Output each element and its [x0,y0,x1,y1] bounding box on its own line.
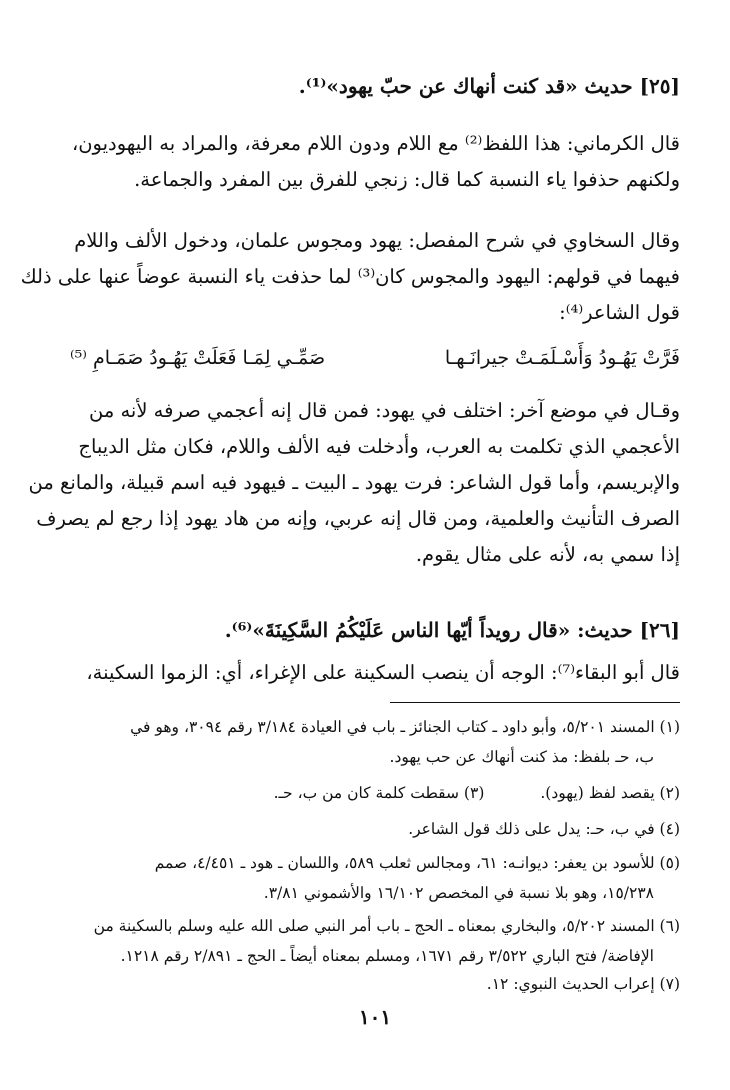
footnote-6 [70,911,680,941]
footnote-1 [70,712,680,742]
paragraph-line: الصرف التأنيث والعلمية، ومن قال إنه عربي، وإنه من هاد يهود إذا رجع لم يصرف [36,507,680,530]
verse-first-hemistich: فَرَّتْ يَهُـودُ وَأَسْـلَمَـتْ جيرانَـهـا [444,347,680,369]
paragraph-line: قال الكرماني: هذا اللفظ⁽²⁾ مع اللام ودون اللام معرفة، والمراد به اليهوديون، [71,132,680,155]
footnote-4-text: (٤) في ب، حـ: يدل على ذلك قول الشاعر. [408,820,680,838]
footnote-5-line-1: (٥) للأسود بن يعفر: ديوانـه: ٦١، ومجالس ثعلب ٥٨٩، واللسان ـ هود ـ ٤/٤٥١، صمم [154,854,680,872]
footnote-3: (٣) سقطت كلمة كان من ب، حـ. [273,784,485,802]
verse-second-hemistich: صَمِّـي لِمَـا فَعَلَتْ يَهُـودُ صَمَـامِ ⁽⁵⁾ [70,347,326,369]
footnote-5-continuation [70,878,680,908]
abu-albaqa-paragraph [70,655,680,691]
paragraph-line: الأعجمي الذي تكلمت به العرب، وأدخلت فيه الألف واللام، فكان مثل الديباج [78,435,680,458]
footnote-5 [70,848,680,878]
paragraph-line: قول الشاعر⁽⁴⁾: [559,301,680,324]
paragraph-line: والإبريسم، وأما قول الشاعر: فرت يهود ـ البيت ـ فيهود فيه اسم قبيلة، والمانع من [28,471,680,494]
footnote-6-continuation [70,941,680,971]
yahud-discussion-paragraph [28,393,680,573]
footnote-1-line-1: (١) المسند ٥/٢٠١، وأبو داود ـ كتاب الجنائز ـ باب في العيادة ٣/١٨٤ رقم ٣٠٩٤، وهو في [130,718,680,736]
book-page [20,0,680,1090]
footnote-4 [70,814,680,844]
paragraph-line: قال أبو البقاء⁽⁷⁾: الوجه أن ينصب السكينة على الإغراء، أي: الزموا السكينة، [86,661,680,684]
footnote-2-3-row [70,778,680,808]
hadith-25-heading-block [70,68,680,104]
footnote-2: (٢) يقصد لفظ (يهود). [540,784,680,802]
paragraph-line: إذا سمي به، لأنه على مثال يقوم. [415,543,680,566]
footnote-5-line-2: ١٥/٢٣٨، وهو بلا نسبة في المخصص ١٦/١٠٢ والأشموني ٣/٨١. [263,884,654,902]
page-number: ١٠١ [358,1005,392,1029]
paragraph-line: ولكنهم حذفوا ياء النسبة كما قال: زنجي للفرق بين المفرد والجماعة. [134,168,680,191]
hadith-26-heading-block [70,612,680,648]
sakhawi-paragraph [20,223,680,331]
kirmani-paragraph [70,126,680,198]
footnote-1-line-2: ب، حـ بلفظ: مذ كنت أنهاك عن حب يهود. [389,748,654,766]
footnote-7-text: (٧) إعراب الحديث النبوي: ١٢. [486,975,680,993]
footnote-6-line-1: (٦) المسند ٥/٢٠٢، والبخاري بمعناه ـ الحج ـ باب أمر النبي صلى الله عليه وسلم بالسكينة من [93,917,680,935]
footnote-7 [70,969,680,999]
poetry-verse [70,338,680,378]
paragraph-line: وقـال في موضع آخر: اختلف في يهود: فمن قال إنه أعجمي صرفه لأنه من [88,399,680,422]
paragraph-line: وقال السخاوي في شرح المفصل: يهود ومجوس علمان، ودخول الألف واللام [74,229,680,252]
paragraph-line: فيهما في قولهم: اليهود والمجوس كان⁽³⁾ لما حذفت ياء النسبة عوضاً عنها على ذلك [20,265,680,288]
footnote-separator [390,702,680,703]
hadith-25-heading: [٢٥] حديث «قد كنت أنهاك عن حبّ يهود»⁽¹⁾. [298,74,680,98]
hadith-26-heading: [٢٦] حديث: «قال رويداً أيّها الناس عَلَيْكُمُ السَّكِينَةَ»⁽⁶⁾. [224,618,680,642]
footnote-6-line-2: الإفاضة/ فتح الباري ٣/٥٢٢ رقم ١٦٧١، ومسلم بمعناه أيضاً ـ الحج ـ ٢/٨٩١ رقم ١٢١٨. [120,947,654,965]
footnote-1-continuation [70,742,680,772]
